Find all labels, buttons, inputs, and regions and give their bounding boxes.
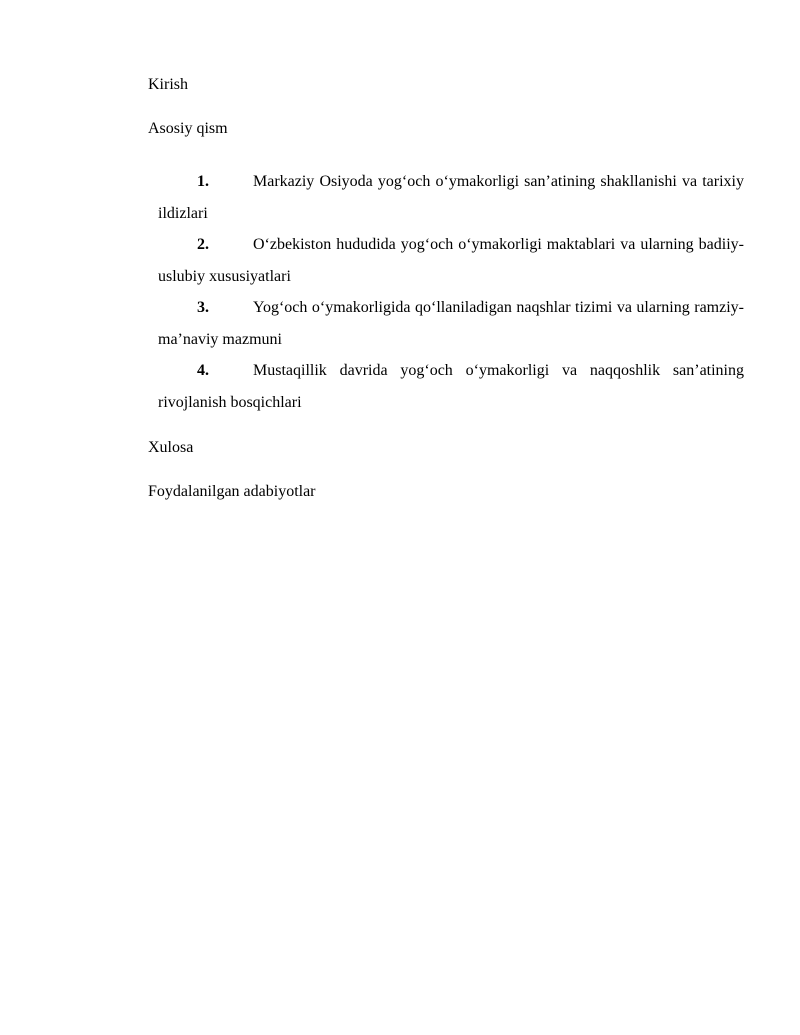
toc-heading-main-part: Asosiy qism: [148, 120, 228, 137]
toc-section-title: O‘zbekiston hududida yog‘och o‘ymakorligi maktablari va ularning badiiy-uslubiy xususiyatlari: [158, 236, 744, 285]
toc-section-item: [158, 166, 744, 229]
toc-section-item: [158, 292, 744, 355]
toc-section-number: 2.: [197, 236, 209, 253]
toc-section-number: 4.: [197, 362, 209, 379]
toc-section-item: [158, 355, 744, 418]
toc-heading-references: Foydalanilgan adabiyotlar: [148, 483, 316, 500]
toc-section-item: [158, 229, 744, 292]
toc-section-title: Mustaqillik davrida yog‘och o‘ymakorligi va naqqoshlik san’atining rivojlanish bosqichlari: [158, 362, 744, 411]
toc-section-title: Markaziy Osiyoda yog‘och o‘ymakorligi san’atining shakllanishi va tarixiy ildizlari: [158, 173, 744, 222]
toc-section-list: [158, 166, 744, 418]
toc-section-number: 3.: [197, 299, 209, 316]
toc-section-title: Yog‘och o‘ymakorligida qo‘llaniladigan naqshlar tizimi va ularning ramziy-ma’naviy mazmuni: [158, 299, 744, 348]
toc-heading-conclusion: Xulosa: [148, 439, 194, 456]
toc-section-number: 1.: [197, 173, 209, 190]
toc-heading-intro: Kirish: [148, 76, 188, 93]
